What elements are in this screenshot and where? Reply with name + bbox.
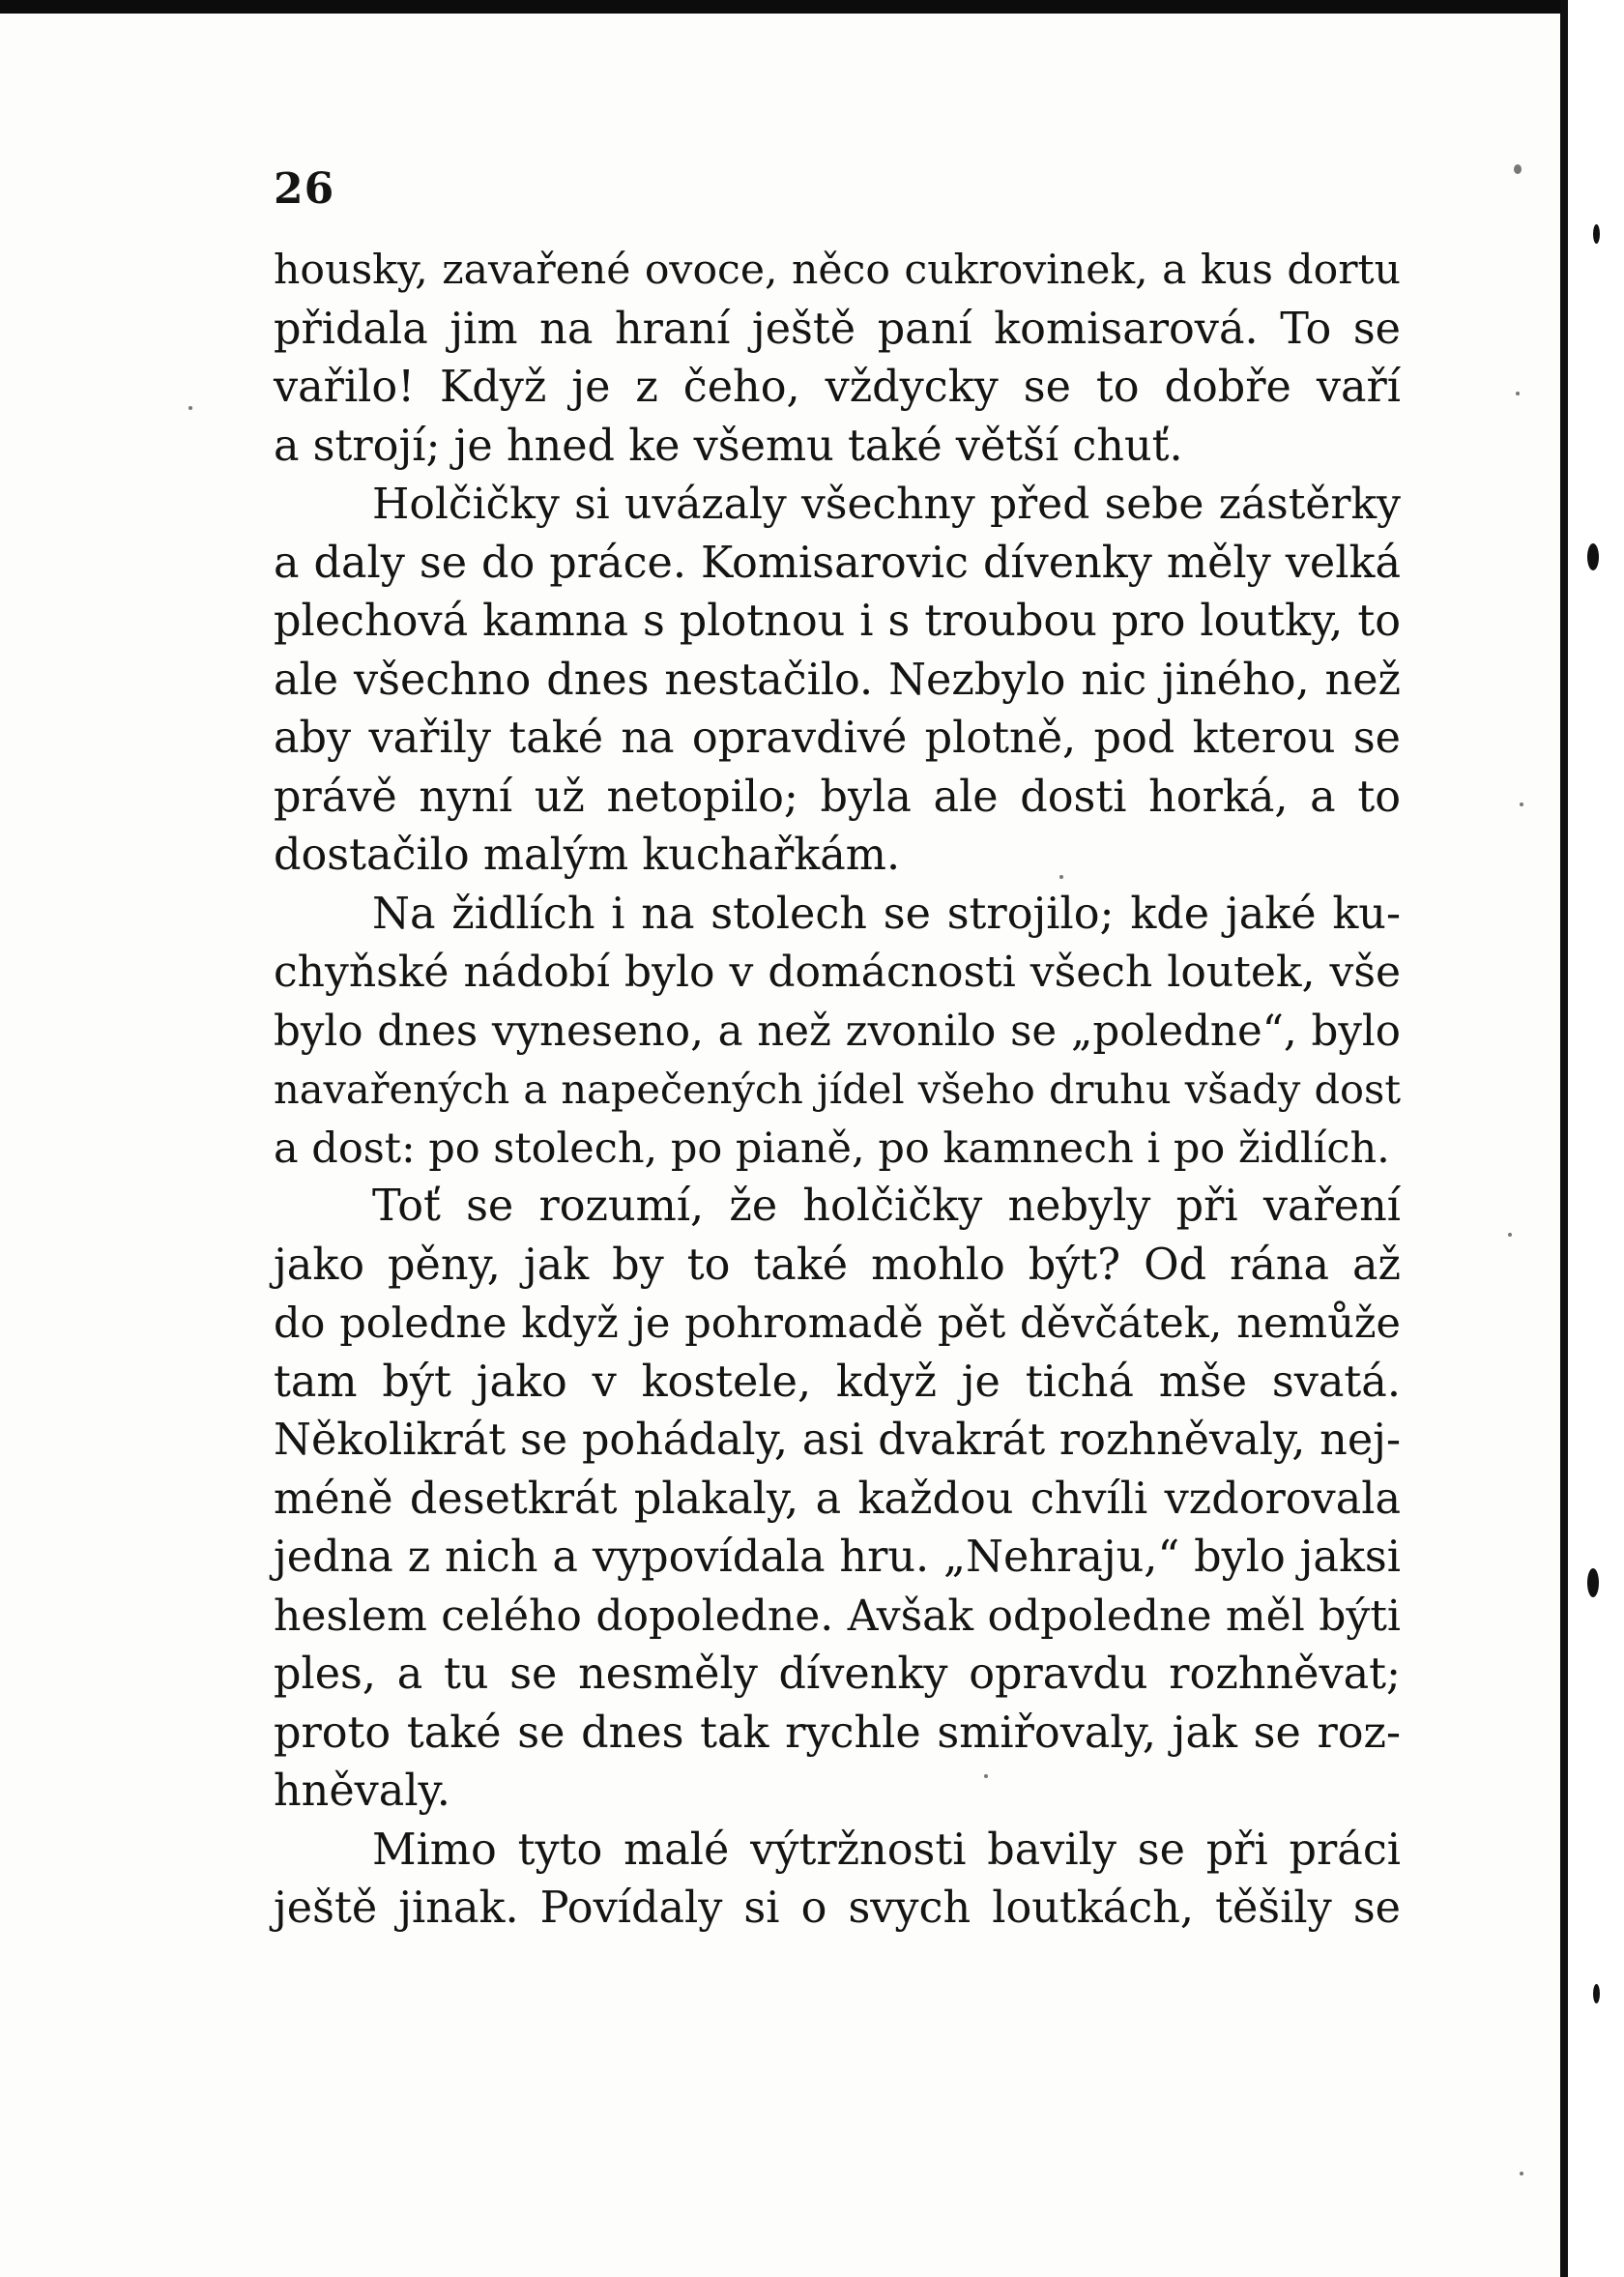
scan-right-margin (1568, 0, 1624, 2277)
text-line: Holčičky si uvázaly všechny před sebe zástěrky (372, 480, 1401, 529)
text-line: Na židlích i na stolech se strojilo; kde jaké ku- (372, 889, 1401, 939)
text-line: dostačilo malým kuchařkám. (274, 831, 901, 880)
text-line: bylo dnes vyneseno, a než zvonilo se „poledne“, bylo (274, 1007, 1401, 1056)
text-line: ale všechno dnes nestačilo. Nezbylo nic jiného, než (274, 655, 1401, 705)
scan-edge-mark (1593, 1984, 1600, 2003)
text-line: jedna z nich a vypovídala hru. „Nehraju,“ bylo jaksi (274, 1533, 1401, 1582)
text-line: chyňské nádobí bylo v domácnosti všech loutek, vše (274, 948, 1401, 997)
scan-speck (1514, 164, 1522, 174)
text-line: a daly se do práce. Komisarovic dívenky měly velká (274, 538, 1401, 588)
scan-edge-mark (1587, 1568, 1599, 1597)
scan-speck (1520, 2172, 1523, 2175)
text-line: a dost: po stolech, po pianě, po kamnech i po židlích. (274, 1124, 1390, 1173)
text-line: proto také se dnes tak rychle smiřovaly, jak se roz- (274, 1708, 1401, 1758)
text-line: Toť se rozumí, že holčičky nebyly při vaření (372, 1182, 1401, 1231)
page-number: 26 (274, 164, 335, 214)
body-text (274, 242, 1401, 1939)
text-line: a strojí; je hned ke všemu také větší chuť. (274, 421, 1183, 471)
text-line: Mimo tyto malé výtržnosti bavily se při práci (372, 1825, 1401, 1875)
scan-top-edge (0, 0, 1568, 14)
scan-speck (1520, 803, 1523, 806)
scan-speck (188, 406, 192, 410)
text-line: právě nyní už netopilo; byla ale dosti horká, a to (274, 772, 1401, 822)
scan-edge-mark (1587, 543, 1599, 570)
text-line: navařených a napečených jídel všeho druhu všady dost (274, 1066, 1401, 1113)
scan-right-edge (1560, 0, 1568, 2277)
text-line: jako pěny, jak by to také mohlo být? Od rána až (274, 1240, 1401, 1290)
text-line: vařilo! Když je z čeho, vždycky se to dobře vaří (274, 363, 1401, 412)
text-line: přidala jim na hraní ještě paní komisarová. To se (274, 304, 1401, 354)
text-line: tam být jako v kostele, když je tichá mše svatá. (274, 1357, 1401, 1407)
text-line: méně desetkrát plakaly, a každou chvíli vzdorovala (274, 1474, 1401, 1524)
text-line: ještě jinak. Povídaly si o svych loutkách, těšily se (274, 1883, 1401, 1933)
text-line: aby vařily také na opravdivé plotně, pod kterou se (274, 714, 1401, 763)
text-line: hněvaly. (274, 1766, 450, 1816)
text-line: housky, zavařené ovoce, něco cukrovinek, a kus dortu (274, 247, 1401, 294)
text-line: heslem celého dopoledne. Avšak odpoledne měl býti (274, 1591, 1401, 1641)
scan-speck (1508, 1233, 1512, 1237)
text-line: plechová kamna s plotnou i s troubou pro loutky, to (274, 597, 1401, 646)
scan-edge-mark (1593, 224, 1600, 244)
text-line: do poledne když je pohromadě pět děvčátek, nemůže (274, 1299, 1401, 1348)
text-line: ples, a tu se nesměly dívenky opravdu rozhněvat; (274, 1649, 1401, 1699)
text-line: Několikrát se pohádaly, asi dvakrát rozhněvaly, nej- (274, 1416, 1401, 1465)
scan-speck (1516, 392, 1520, 395)
